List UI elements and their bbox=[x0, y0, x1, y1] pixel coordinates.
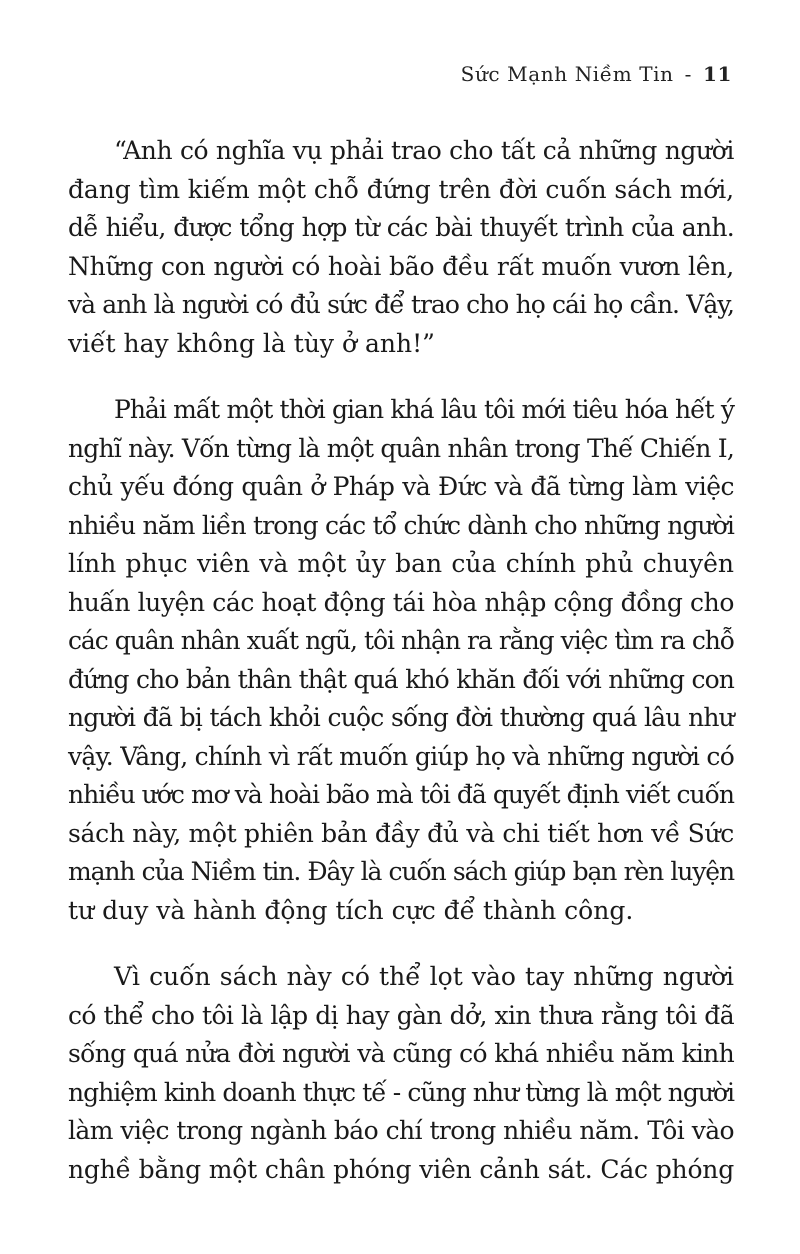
text-line: có thể cho tôi là lập dị hay gàn dở, xin thưa rằng tôi đã bbox=[68, 1000, 734, 1030]
text-line: sách này, một phiên bản đầy đủ và chi tiết hơn về Sức bbox=[68, 818, 734, 848]
text-line: tư duy và hành động tích cực để thành công. bbox=[68, 895, 634, 925]
text-line: nhiều năm liền trong các tổ chức dành cho những người bbox=[68, 510, 734, 540]
text-line: đang tìm kiếm một chỗ đứng trên đời cuốn sách mới, bbox=[68, 174, 734, 204]
text-line: mạnh của Niềm tin. Đây là cuốn sách giúp bạn rèn luyện bbox=[68, 857, 734, 886]
text-line: Phải mất một thời gian khá lâu tôi mới tiêu hóa hết ý bbox=[114, 395, 734, 424]
text-line: lính phục viên và một ủy ban của chính phủ chuyên bbox=[68, 549, 734, 578]
text-line: “Anh có nghĩa vụ phải trao cho tất cả những người bbox=[114, 136, 734, 165]
text-line: vậy. Vâng, chính vì rất muốn giúp họ và những người có bbox=[68, 741, 735, 771]
text-line: chủ yếu đóng quân ở Pháp và Đức và đã từng làm việc bbox=[68, 472, 734, 501]
text-line: nhiều ước mơ và hoài bão mà tôi đã quyết định viết cuốn bbox=[68, 780, 734, 809]
text-line: Vì cuốn sách này có thể lọt vào tay những người bbox=[114, 962, 734, 991]
text-line: nghĩ này. Vốn từng là một quân nhân trong Thế Chiến I, bbox=[68, 433, 734, 463]
paragraph-3 bbox=[68, 958, 734, 1189]
paragraph-2 bbox=[68, 391, 734, 930]
running-header bbox=[461, 62, 732, 86]
body-text bbox=[68, 132, 734, 1217]
text-line: viết hay không là tùy ở anh!” bbox=[68, 328, 435, 358]
text-line: nghiệm kinh doanh thực tế - cũng như từng là một người bbox=[68, 1077, 734, 1107]
text-line: sống quá nửa đời người và cũng có khá nhiều năm kinh bbox=[68, 1039, 734, 1068]
page-number: 11 bbox=[702, 62, 732, 86]
text-line: người đã bị tách khỏi cuộc sống đời thường quá lâu như bbox=[68, 703, 734, 732]
text-line: huấn luyện các hoạt động tái hòa nhập cộng đồng cho bbox=[68, 587, 734, 617]
text-line: các quân nhân xuất ngũ, tôi nhận ra rằng việc tìm ra chỗ bbox=[68, 626, 734, 655]
text-line: làm việc trong ngành báo chí trong nhiều năm. Tôi vào bbox=[68, 1116, 734, 1145]
header-separator: - bbox=[684, 62, 692, 86]
book-title: Sức Mạnh Niềm Tin bbox=[460, 62, 674, 86]
text-line: nghề bằng một chân phóng viên cảnh sát. Các phóng bbox=[68, 1154, 734, 1184]
text-line: dễ hiểu, được tổng hợp từ các bài thuyết trình của anh. bbox=[68, 213, 734, 242]
paragraph-1 bbox=[68, 132, 734, 363]
text-line: và anh là người có đủ sức để trao cho họ cái họ cần. Vậy, bbox=[68, 290, 734, 319]
text-line: Những con người có hoài bão đều rất muốn vươn lên, bbox=[68, 251, 734, 281]
text-line: đứng cho bản thân thật quá khó khăn đối với những con bbox=[68, 664, 734, 694]
